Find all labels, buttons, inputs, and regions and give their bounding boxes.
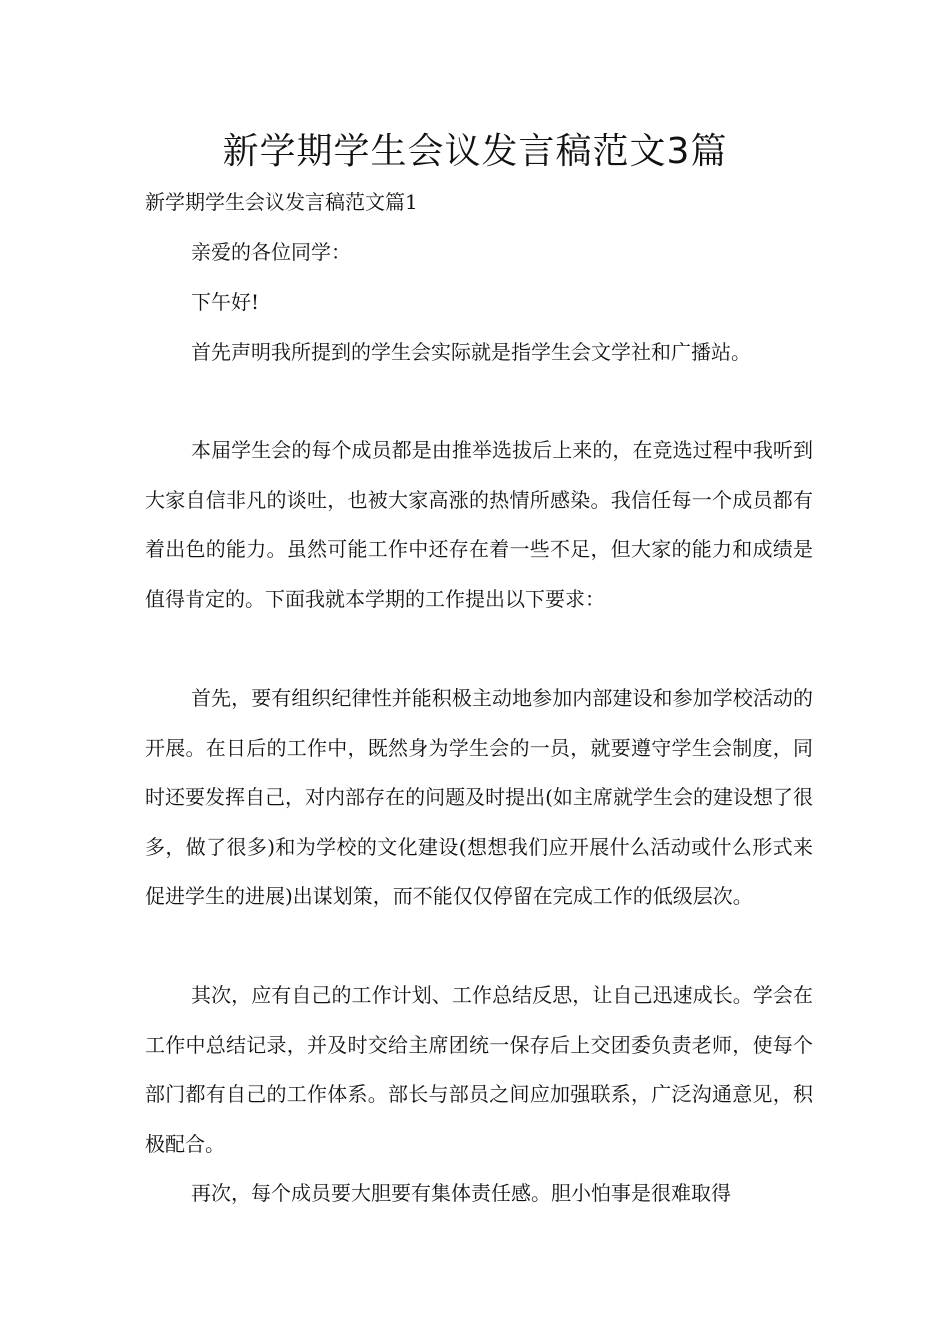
greeting: 下午好!	[191, 290, 260, 314]
body-paragraph: 首先，要有组织纪律性并能积极主动地参加内部建设和参加学校活动的开展。在日后的工作中，既然身为学生会的一员，就要遵守学生会制度，同时还要发挥自己，对内部存在的问题及时提出(如主席就学生会的建设想了很多，做了很多)和为学校的文化建设(想想我们应开展什么活动或什么形式来促进学生的进展)出谋划策，而不能仅仅停留在完成工作的低级层次。	[145, 686, 813, 908]
salutation: 亲爱的各位同学：	[191, 240, 351, 264]
document-subtitle: 新学期学生会议发言稿范文篇1	[145, 190, 418, 214]
opening-statement: 首先声明我所提到的学生会实际就是指学生会文学社和广播站。	[191, 340, 751, 364]
document-title: 新学期学生会议发言稿范文3篇	[222, 131, 728, 172]
body-paragraph: 本届学生会的每个成员都是由推举选拔后上来的，在竞选过程中我听到大家自信非凡的谈吐，也被大家高涨的热情所感染。我信任每一个成员都有着出色的能力。虽然可能工作中还存在着一些不足，但大家的能力和成绩是值得肯定的。下面我就本学期的工作提出以下要求：	[145, 438, 813, 611]
body-paragraph: 再次，每个成员要大胆要有集体责任感。胆小怕事是很难取得	[191, 1181, 731, 1205]
body-paragraph: 其次，应有自己的工作计划、工作总结反思，让自己迅速成长。学会在工作中总结记录，并及时交给主席团统一保存后上交团委负责老师，使每个部门都有自己的工作体系。部长与部员之间应加强联系，广泛沟通意见，积极配合。	[145, 983, 813, 1156]
